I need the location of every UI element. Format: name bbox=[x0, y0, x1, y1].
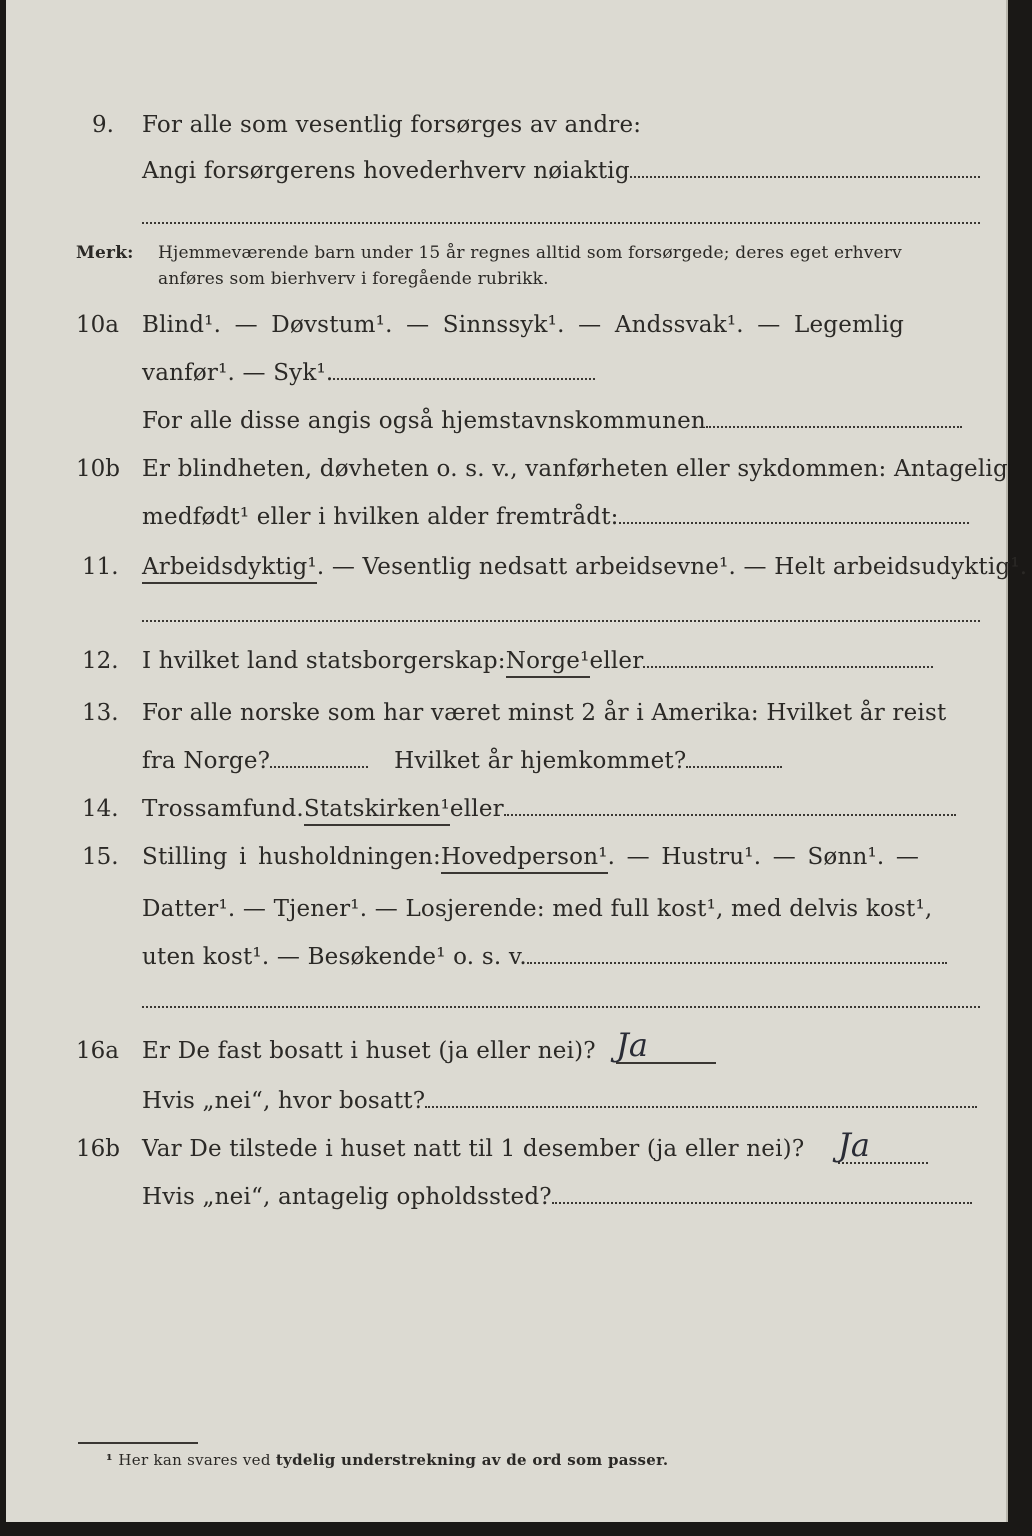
q15-line2: Datter¹. — Tjener¹. — Losjerende: med full kost¹, med delvis kost¹, bbox=[142, 896, 933, 922]
q10b-number: 10b bbox=[76, 456, 120, 482]
q12-line1: I hvilket land statsborgerskap:Norge¹eller bbox=[142, 646, 933, 676]
q15-selected-option: Hovedperson¹ bbox=[441, 842, 608, 874]
q11-selected-option: Arbeidsdyktig¹ bbox=[142, 552, 317, 584]
q10b-line2: medfødt¹ eller i hvilken alder fremtrådt: bbox=[142, 502, 969, 532]
q10a-number: 10a bbox=[76, 312, 119, 338]
footnote: ¹ Her kan svares ved tydelig understrekning av de ord som passer. bbox=[106, 1451, 669, 1469]
q12-selected-option: Norge¹ bbox=[506, 646, 590, 678]
q9-line1: For alle som vesentlig forsørges av andre: bbox=[142, 112, 642, 138]
q16a-number: 16a bbox=[76, 1038, 119, 1064]
q13-line2: fra Norge? Hvilket år hjemkommet? bbox=[142, 746, 782, 776]
census-form-page bbox=[6, 0, 1028, 1522]
q11-number: 11. bbox=[82, 554, 119, 580]
q13-line1: For alle norske som har været minst 2 år i Amerika: Hvilket år reist bbox=[142, 700, 947, 726]
q13-number: 13. bbox=[82, 700, 119, 726]
q11-blank-line bbox=[142, 620, 980, 622]
note-line1: Hjemmeværende barn under 15 år regnes alltid som forsørgede; deres eget erhverv bbox=[158, 243, 902, 263]
q16a-line1: Er De fast bosatt i huset (ja eller nei)? bbox=[142, 1038, 596, 1064]
q16b-number: 16b bbox=[76, 1136, 120, 1162]
q15-line1: Stilling i husholdningen:Hovedperson¹. — Hustru¹. — Sønn¹. — bbox=[142, 842, 919, 872]
q10a-line1: Blind¹. — Døvstum¹. — Sinnssyk¹. — Andssvak¹. — Legemlig bbox=[142, 312, 905, 338]
q15-number: 15. bbox=[82, 844, 119, 870]
q16b-handwritten-answer: Ja bbox=[838, 1128, 928, 1164]
q14-line1: Trossamfund.Statskirken¹eller bbox=[142, 794, 956, 824]
q10a-line2: vanfør¹. — Syk¹. bbox=[142, 358, 595, 388]
q12-number: 12. bbox=[82, 648, 119, 674]
note-label: Merk: bbox=[76, 243, 134, 263]
q10b-line1: Er blindheten, døvheten o. s. v., vanførheten eller sykdommen: Antagelig bbox=[142, 456, 1008, 482]
q16a-line2: Hvis „nei“, hvor bosatt? bbox=[142, 1086, 977, 1116]
q14-number: 14. bbox=[82, 796, 119, 822]
q9-line2: Angi forsørgerens hovederhverv nøiaktig bbox=[142, 156, 980, 186]
q16a-handwritten-answer: Ja bbox=[616, 1028, 716, 1064]
q9-blank-line bbox=[142, 222, 980, 224]
q11-line1: Arbeidsdyktig¹. — Vesentlig nedsatt arbeidsevne¹. — Helt arbeidsudyktig¹. bbox=[142, 552, 1027, 582]
q15-blank-line bbox=[142, 1006, 980, 1008]
q9-number: 9. bbox=[92, 112, 114, 138]
q16b-line2: Hvis „nei“, antagelig opholdssted? bbox=[142, 1182, 972, 1212]
note-line2: anføres som bierhverv i foregående rubrikk. bbox=[158, 269, 549, 289]
footnote-rule bbox=[78, 1442, 198, 1444]
q10a-line3: For alle disse angis også hjemstavnskommunen bbox=[142, 406, 962, 436]
q15-line3: uten kost¹. — Besøkende¹ o. s. v. bbox=[142, 942, 947, 972]
q14-selected-option: Statskirken¹ bbox=[304, 794, 450, 826]
q16b-line1: Var De tilstede i huset natt til 1 desember (ja eller nei)? bbox=[142, 1136, 805, 1162]
